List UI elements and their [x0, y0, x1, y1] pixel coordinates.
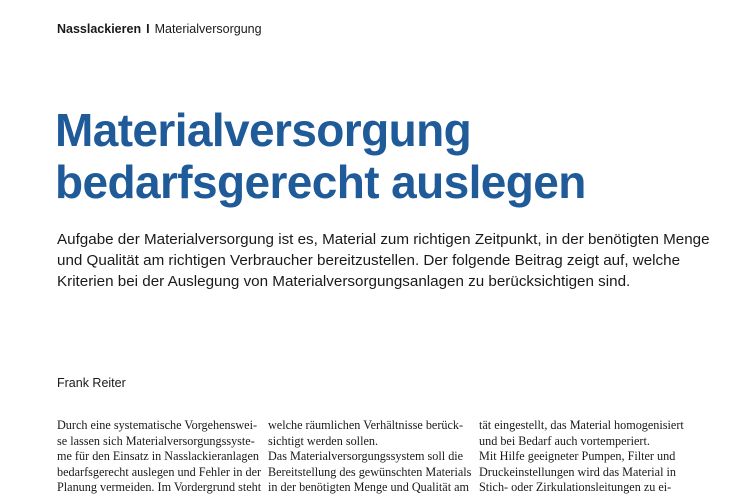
title-line-1: Materialversorgung: [55, 104, 472, 156]
body-line: Das Materialversorgungssystem soll die: [268, 449, 464, 464]
lead-paragraph: [57, 229, 727, 292]
body-line: bedarfsgerecht auslegen und Fehler in der: [57, 464, 262, 479]
body-line: Durch eine systematische Vorgehenswei-: [57, 418, 258, 432]
body-column-2: [268, 418, 472, 496]
body-line: Druckeinstellungen wird das Material in: [479, 464, 676, 479]
body-line: in der benötigten Menge und Qualität am: [268, 480, 470, 495]
author-name: Frank Reiter: [57, 376, 126, 390]
body-line: tät eingestellt, das Material homogenisiert: [479, 418, 684, 432]
header-section: Nasslackieren: [57, 22, 142, 36]
lead-line: Kriterien bei der Auslegung von Materialversorgungsanlagen zu berücksichtigen sind.: [57, 273, 631, 290]
body-column-3: [479, 418, 684, 496]
body-line: Bereitstellung des gewünschten Materials: [268, 464, 472, 479]
body-line: se lassen sich Materialversorgungssyste-: [57, 433, 255, 448]
body-line: sichtigt werden sollen.: [268, 433, 379, 448]
lead-line: und Qualität am richtigen Verbraucher bereitzustellen. Der folgende Beitrag zeigt auf, welche: [57, 252, 681, 269]
running-header: [57, 22, 262, 36]
body-line: Planung vermeiden. Im Vordergrund steht: [57, 480, 262, 495]
body-line: Mit Hilfe geeigneter Pumpen, Filter und: [479, 449, 676, 464]
lead-line: Aufgabe der Materialversorgung ist es, Material zum richtigen Zeitpunkt, in der benötigten Menge: [57, 231, 710, 248]
body-line: Stich- oder Zirkulationsleitungen zu ei-: [479, 480, 672, 495]
title-line-2: bedarfsgerecht auslegen: [55, 156, 586, 208]
article-title: [55, 104, 586, 208]
body-line: und bei Bedarf auch vortemperiert.: [479, 433, 650, 448]
header-subsection: Materialversorgung: [154, 22, 262, 36]
body-line: me für den Einsatz in Nasslackieranlagen: [57, 449, 260, 464]
body-column-1: [57, 418, 262, 496]
header-separator: I: [146, 22, 150, 36]
body-line: welche räumlichen Verhältnisse berück-: [268, 418, 464, 432]
